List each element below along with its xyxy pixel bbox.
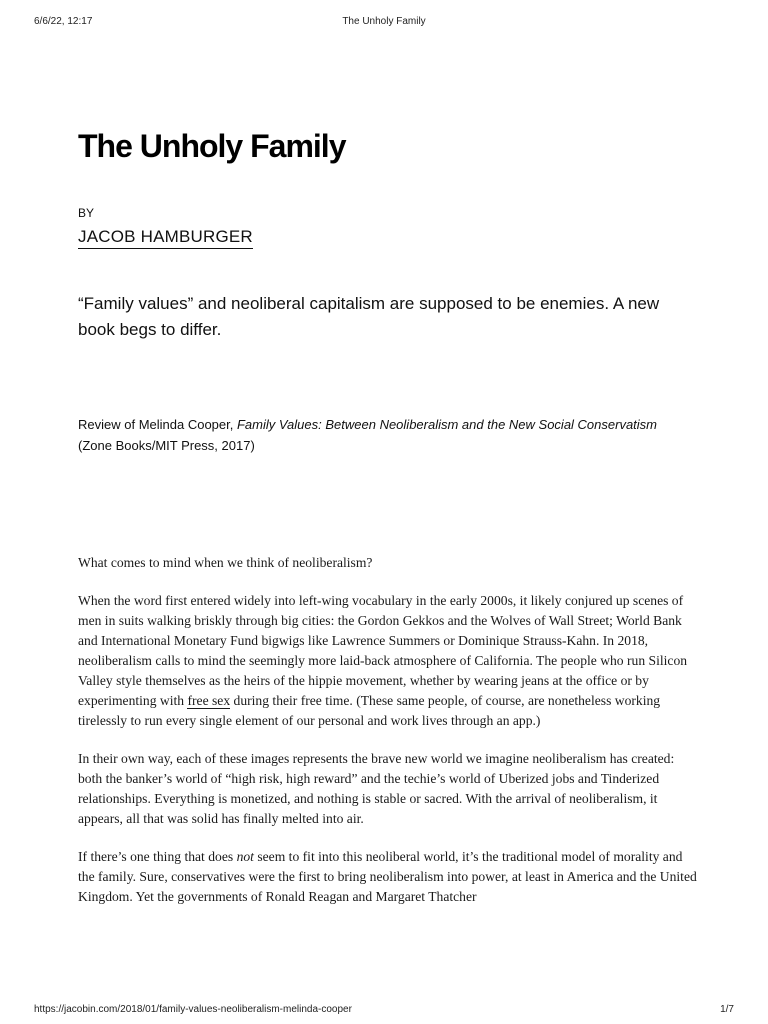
paragraph-2 xyxy=(78,591,700,731)
paragraph-4-start: If there’s one thing that does xyxy=(78,849,237,864)
author-link[interactable]: JACOB HAMBURGER xyxy=(78,227,253,249)
paragraph-4-emphasis: not xyxy=(236,849,254,864)
paragraph-4-end: seem to fit into this neoliberal world, it’s the traditional model of morality and the family. Sure, conservatives were the first to bring neoliberalism into power, at least in America and the United Kingdom. Yet the governments of Ronald Reagan and Margaret Thatcher xyxy=(78,849,697,904)
article-dek: “Family values” and neoliberal capitalism are supposed to be enemies. A new book begs to differ. xyxy=(78,294,660,339)
paragraph-2-end: during their free time. (These same people, of course, are nonetheless working tirelessly to run every single element of our personal and work lives through an app.) xyxy=(78,693,661,728)
article-title: The Unholy Family xyxy=(78,128,346,164)
article-body xyxy=(78,553,700,925)
byline-label: BY xyxy=(78,206,95,220)
review-note xyxy=(78,414,668,456)
paragraph-4 xyxy=(78,847,700,907)
paragraph-2-start: When the word first entered widely into left-wing vocabulary in the early 2000s, it likely conjured up scenes of men in suits walking briskly through big cities: the Gordon Gekkos and the Wolves of Wall Street; World Bank and International Monetary Fund bigwigs like Lawrence Summers or Dominique Strauss-Kahn. In 2018, neoliberalism calls to mind the seemingly more laid-back atmosphere of California. The people who run Silicon Valley style themselves as the heirs of the hippie movement, whether by wearing jeans at the office or by experimenting with xyxy=(78,593,688,708)
free-sex-link[interactable]: free sex xyxy=(187,693,231,708)
review-suffix: (Zone Books/MIT Press, 2017) xyxy=(78,438,255,453)
print-page-number: 1/7 xyxy=(720,1004,734,1015)
paragraph-3: In their own way, each of these images represents the brave new world we imagine neoliberalism has created: both the banker’s world of “high risk, high reward” and the techie’s world of Uberized jobs and Tinderized relationships. Everything is monetized, and nothing is stable or sacred. With the arrival of neoliberalism, it appears, all that was solid has finally melted into air. xyxy=(78,751,675,826)
paragraph-1: What comes to mind when we think of neoliberalism? xyxy=(78,555,373,570)
print-url: https://jacobin.com/2018/01/family-values-neoliberalism-melinda-cooper xyxy=(34,1004,352,1015)
print-date: 6/6/22, 12:17 xyxy=(34,16,93,27)
book-title: Family Values: Between Neoliberalism and the New Social Conservatism xyxy=(236,417,658,432)
review-prefix: Review of Melinda Cooper, xyxy=(78,417,237,432)
print-doc-title: The Unholy Family xyxy=(342,16,426,27)
